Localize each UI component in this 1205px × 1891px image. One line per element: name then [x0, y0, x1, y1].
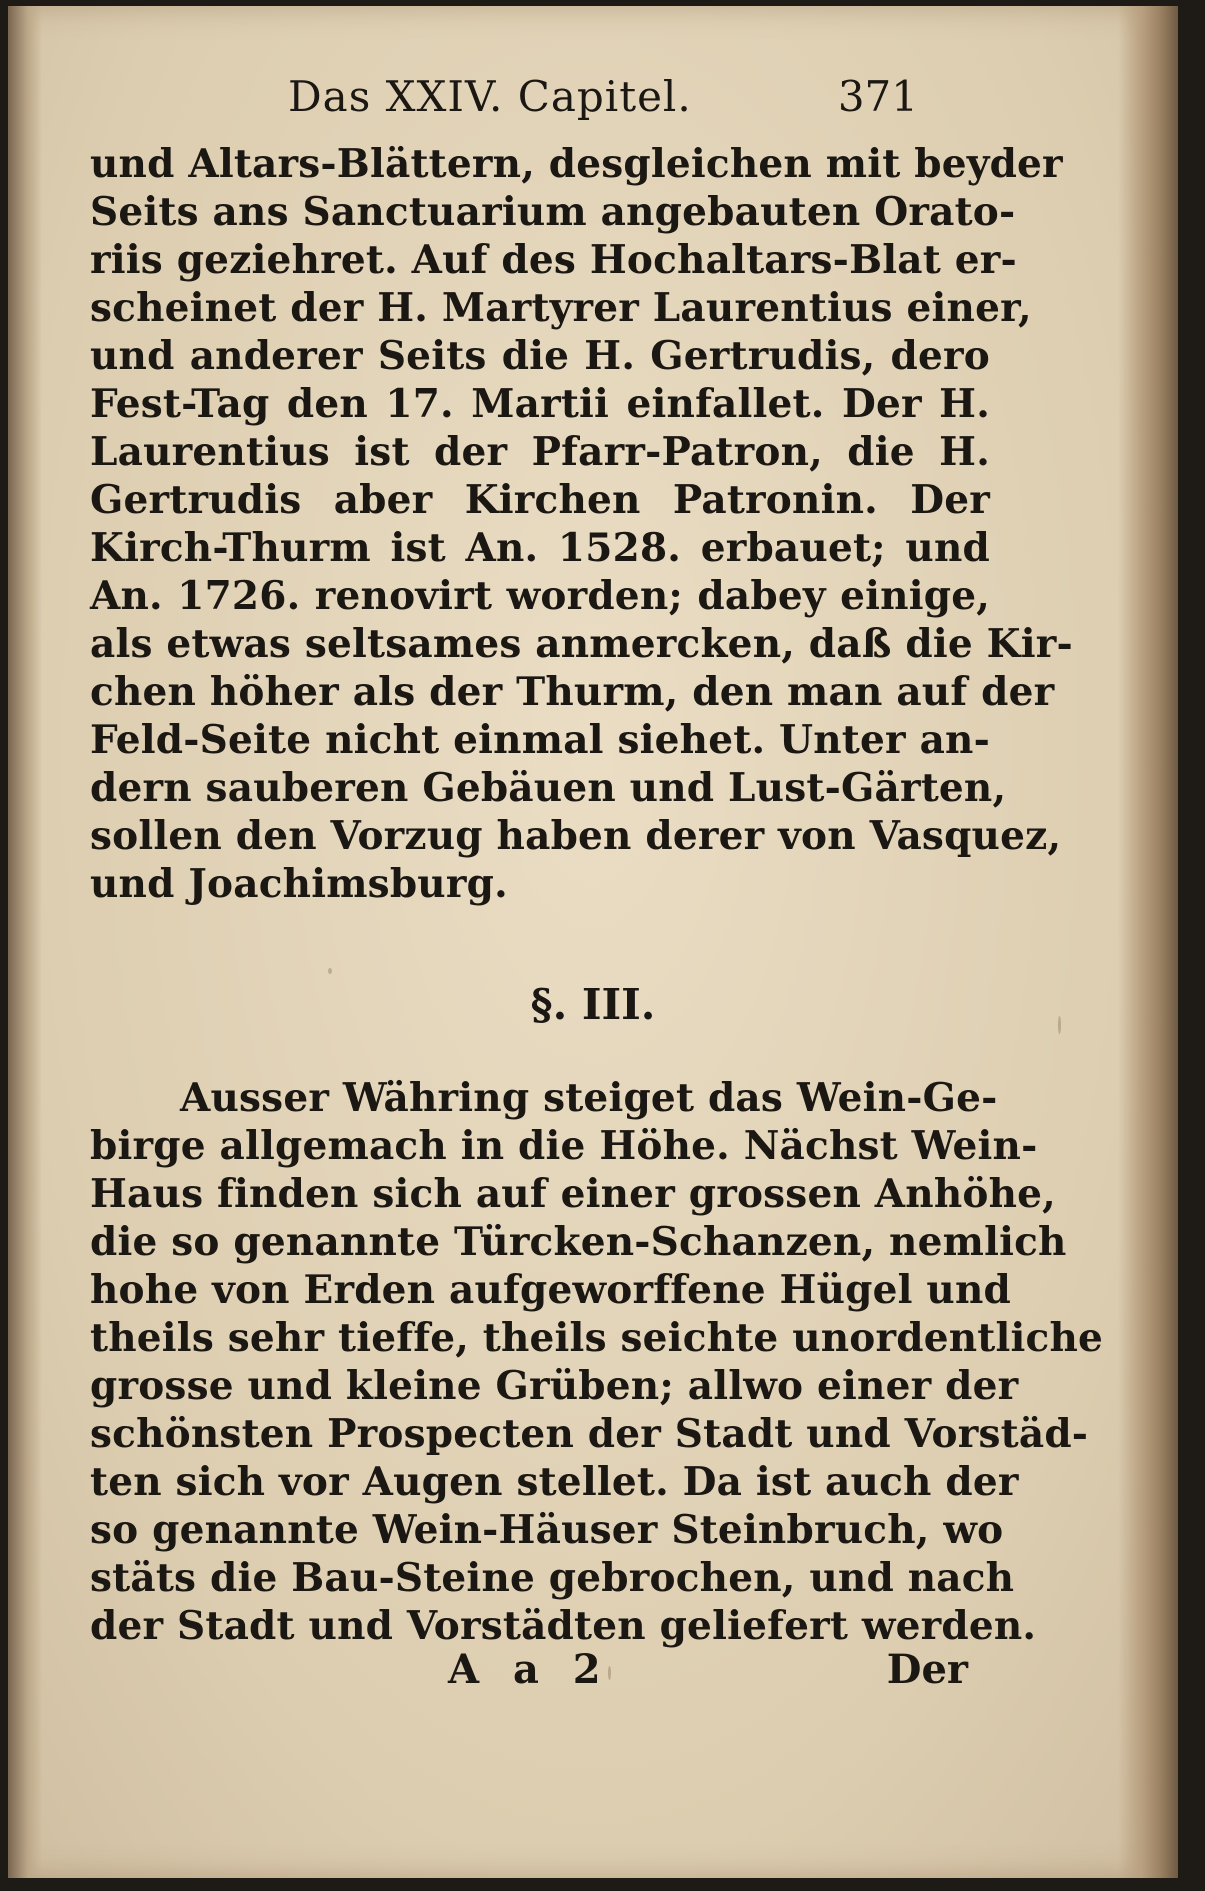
text-line: und anderer Seits die H. Gertrudis, dero [90, 333, 990, 379]
section-heading: §. III. [530, 980, 656, 1029]
text-line: dern sauberen Gebäuen und Lust-Gärten, [90, 765, 1007, 811]
page-number: 371 [837, 72, 918, 121]
paragraph-2 [90, 1074, 1104, 1650]
book-page [8, 6, 1178, 1878]
page-gutter [8, 6, 42, 1878]
text-line: theils sehr tieffe, theils seichte unordentliche [90, 1315, 1104, 1361]
text-line: ten sich vor Augen stellet. Da ist auch der [90, 1459, 1019, 1505]
text-line: die so genannte Türcken-Schanzen, nemlich [90, 1219, 1067, 1265]
text-line: so genannte Wein-Häuser Steinbruch, wo [90, 1507, 1004, 1553]
text-line: hohe von Erden aufgeworffene Hügel und [90, 1267, 1011, 1313]
text-line: birge allgemach in die Höhe. Nächst Wein- [90, 1123, 1038, 1169]
text-line: grosse und kleine Grüben; allwo einer der [90, 1363, 1019, 1409]
paragraph-1 [90, 140, 1073, 908]
text-line: Fest-Tag den 17. Martii einfallet. Der H. [90, 381, 990, 427]
text-line: Ausser Währing steiget das Wein-Ge- [180, 1075, 998, 1121]
catchword: Der [886, 1646, 968, 1693]
signature-mark: A a 2 [448, 1646, 611, 1693]
text-line: schönsten Prospecten der Stadt und Vorstäd- [90, 1411, 1089, 1457]
text-line: sollen den Vorzug haben derer von Vasquez, [90, 813, 1062, 859]
text-line: und Altars-Blättern, desgleichen mit beyder [90, 141, 1063, 187]
text-line: Feld-Seite nicht einmal siehet. Unter an- [90, 717, 990, 763]
text-line: und Joachimsburg. [90, 861, 508, 907]
text-line: An. 1726. renovirt worden; dabey einige, [90, 573, 990, 619]
text-line: chen höher als der Thurm, den man auf der [90, 669, 1055, 715]
page-footer [448, 1646, 968, 1696]
page-edge [1118, 6, 1178, 1878]
paper-fleck [1058, 1016, 1061, 1034]
paper-fleck [608, 1666, 611, 1680]
text-line: Gertrudis aber Kirchen Patronin. Der [90, 477, 990, 523]
text-line: Seits ans Sanctuarium angebauten Orato- [90, 189, 1016, 235]
paper-fleck [328, 968, 332, 974]
text-line: scheinet der H. Martyrer Laurentius einer, [90, 285, 1032, 331]
text-line: riis geziehret. Auf des Hochaltars-Blat er- [90, 237, 1017, 283]
page-header [288, 72, 918, 132]
text-line: stäts die Bau-Steine gebrochen, und nach [90, 1555, 1015, 1601]
text-line: Laurentius ist der Pfarr-Patron, die H. [90, 429, 990, 475]
running-title: Das XXIV. Capitel. [288, 72, 692, 121]
text-line: der Stadt und Vorstädten geliefert werden. [90, 1603, 1037, 1649]
text-line: als etwas seltsames anmercken, daß die Kir- [90, 621, 1073, 667]
text-line: Haus finden sich auf einer grossen Anhöhe, [90, 1171, 1056, 1217]
text-line: Kirch-Thurm ist An. 1528. erbauet; und [90, 525, 990, 571]
